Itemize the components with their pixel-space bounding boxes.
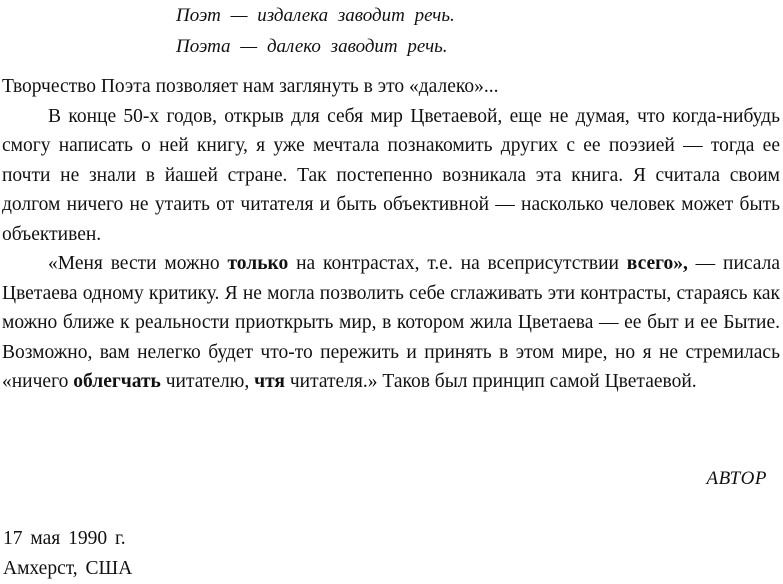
paragraph-3-emphasis: только xyxy=(227,253,289,274)
paragraph-2: В конце 50-х годов, открыв для себя мир Цветаевой, еще не думая, что когда-нибудь смогу написать о ней книгу, я уже мечтала познакомить других с ее поэзией — тогда ее почти не знали в йашей стране. Так постепенно возникала эта книга. Я считала своим долгом ничего не утаить от читателя и быть объективной — насколько человек может быть объективен. xyxy=(2,105,780,245)
epigraph-line-1: Поэт — издалека заводит речь. xyxy=(176,5,455,26)
dateline xyxy=(3,524,132,584)
paragraph-3-text: на контрастах, т.е. на всеприсутствии xyxy=(288,253,627,274)
paragraph-3-text: «Меня вести можно xyxy=(48,253,228,274)
date-text: 17 мая 1990 г. xyxy=(3,528,126,549)
paragraph-3-emphasis: чтя xyxy=(254,371,285,392)
place-text: Амхерст, США xyxy=(3,558,133,579)
epigraph xyxy=(176,0,455,62)
paragraph-3-text: читателю, xyxy=(160,371,255,392)
body-text xyxy=(2,72,780,397)
author-signature: АВТОР xyxy=(706,468,767,489)
epigraph-line-2: Поэта — далеко заводит речь. xyxy=(176,36,448,57)
paragraph-1: Творчество Поэта позволяет нам заглянуть в это «далеко»... xyxy=(2,76,499,97)
paragraph-3-emphasis: всего», xyxy=(626,253,688,274)
paragraph-3-emphasis: облегчать xyxy=(73,371,161,392)
paragraph-3-text: — писала Цветаева одному критику. Я не могла позволить себе сглаживать эти контрасты, стараясь как можно ближе к реальности приоткрыть мир, в котором жила Цветаева — ее быт и ее Бытие. Возможно, вам нелегко будет что-то пережить и принять в этом мире, но я не стремилась «ничего xyxy=(2,253,780,392)
paragraph-3 xyxy=(2,249,780,397)
paragraph-3-text: читателя.» Таков был принцип самой Цветаевой. xyxy=(284,371,697,392)
